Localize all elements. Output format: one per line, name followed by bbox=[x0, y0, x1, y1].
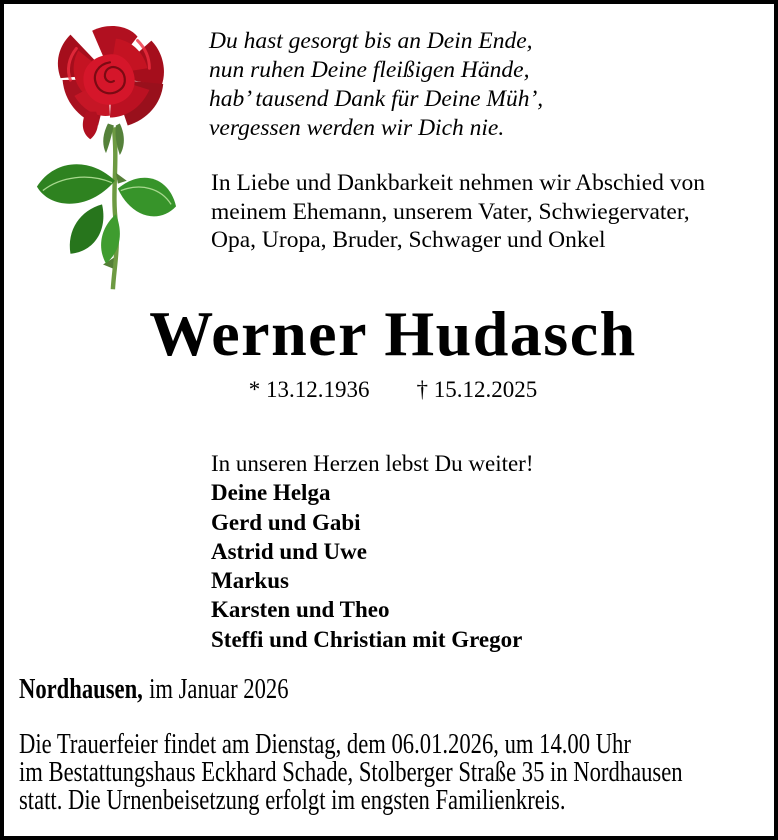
intro-line: Opa, Uropa, Bruder, Schwager und Onkel bbox=[211, 227, 606, 253]
funeral-info-paragraph bbox=[19, 730, 683, 814]
mourner-name: Karsten und Theo bbox=[211, 597, 390, 623]
funeral-info-line: im Bestattungshaus Eckhard Schade, Stolberger Straße 35 in Nordhausen bbox=[19, 756, 683, 788]
farewell-line: In unseren Herzen lebst Du weiter! bbox=[211, 451, 534, 476]
intro-line: meinem Ehemann, unserem Vater, Schwiegervater, bbox=[211, 198, 690, 225]
life-dates bbox=[4, 376, 778, 404]
mourner-name: Deine Helga bbox=[211, 480, 331, 506]
mourner-name: Gerd und Gabi bbox=[211, 509, 361, 535]
mourners-block bbox=[211, 449, 534, 654]
memorial-poem bbox=[209, 27, 543, 143]
rose-image bbox=[31, 24, 179, 292]
intro-paragraph bbox=[211, 169, 705, 255]
poem-line: vergessen werden wir Dich nie. bbox=[209, 115, 505, 141]
place-date-line bbox=[19, 675, 289, 703]
rose-bloom bbox=[58, 26, 164, 139]
mourner-name: Markus bbox=[211, 568, 289, 594]
rose-icon bbox=[31, 24, 179, 292]
poem-line: nun ruhen Deine fleißigen Hände, bbox=[209, 57, 530, 83]
death-date: † 15.12.2025 bbox=[416, 377, 538, 402]
deceased-name: Werner Hudasch bbox=[149, 298, 637, 369]
intro-line: In Liebe und Dankbarkeit nehmen wir Abschied von bbox=[211, 170, 706, 196]
notice-date: im Januar 2026 bbox=[149, 673, 289, 705]
rose-leaf-lower-left bbox=[70, 204, 104, 253]
rose-sepal bbox=[103, 123, 114, 153]
rose-stem bbox=[113, 127, 117, 289]
rose-leaf-left bbox=[37, 164, 115, 203]
poem-line: hab’ tausend Dank für Deine Müh’, bbox=[209, 86, 544, 112]
rose-thorn bbox=[116, 173, 127, 184]
birth-date: * 13.12.1936 bbox=[248, 377, 370, 402]
place-name: Nordhausen, bbox=[19, 673, 143, 705]
rose-leaf-right bbox=[118, 178, 176, 217]
funeral-info-line: statt. Die Urnenbeisetzung erfolgt im engsten Familienkreis. bbox=[19, 784, 566, 816]
mourner-name: Astrid und Uwe bbox=[211, 538, 367, 564]
funeral-info-line: Die Trauerfeier findet am Dienstag, dem 06.01.2026, um 14.00 Uhr bbox=[19, 728, 631, 760]
poem-line: Du hast gesorgt bis an Dein Ende, bbox=[209, 28, 533, 54]
mourner-name: Steffi und Christian mit Gregor bbox=[211, 626, 523, 652]
